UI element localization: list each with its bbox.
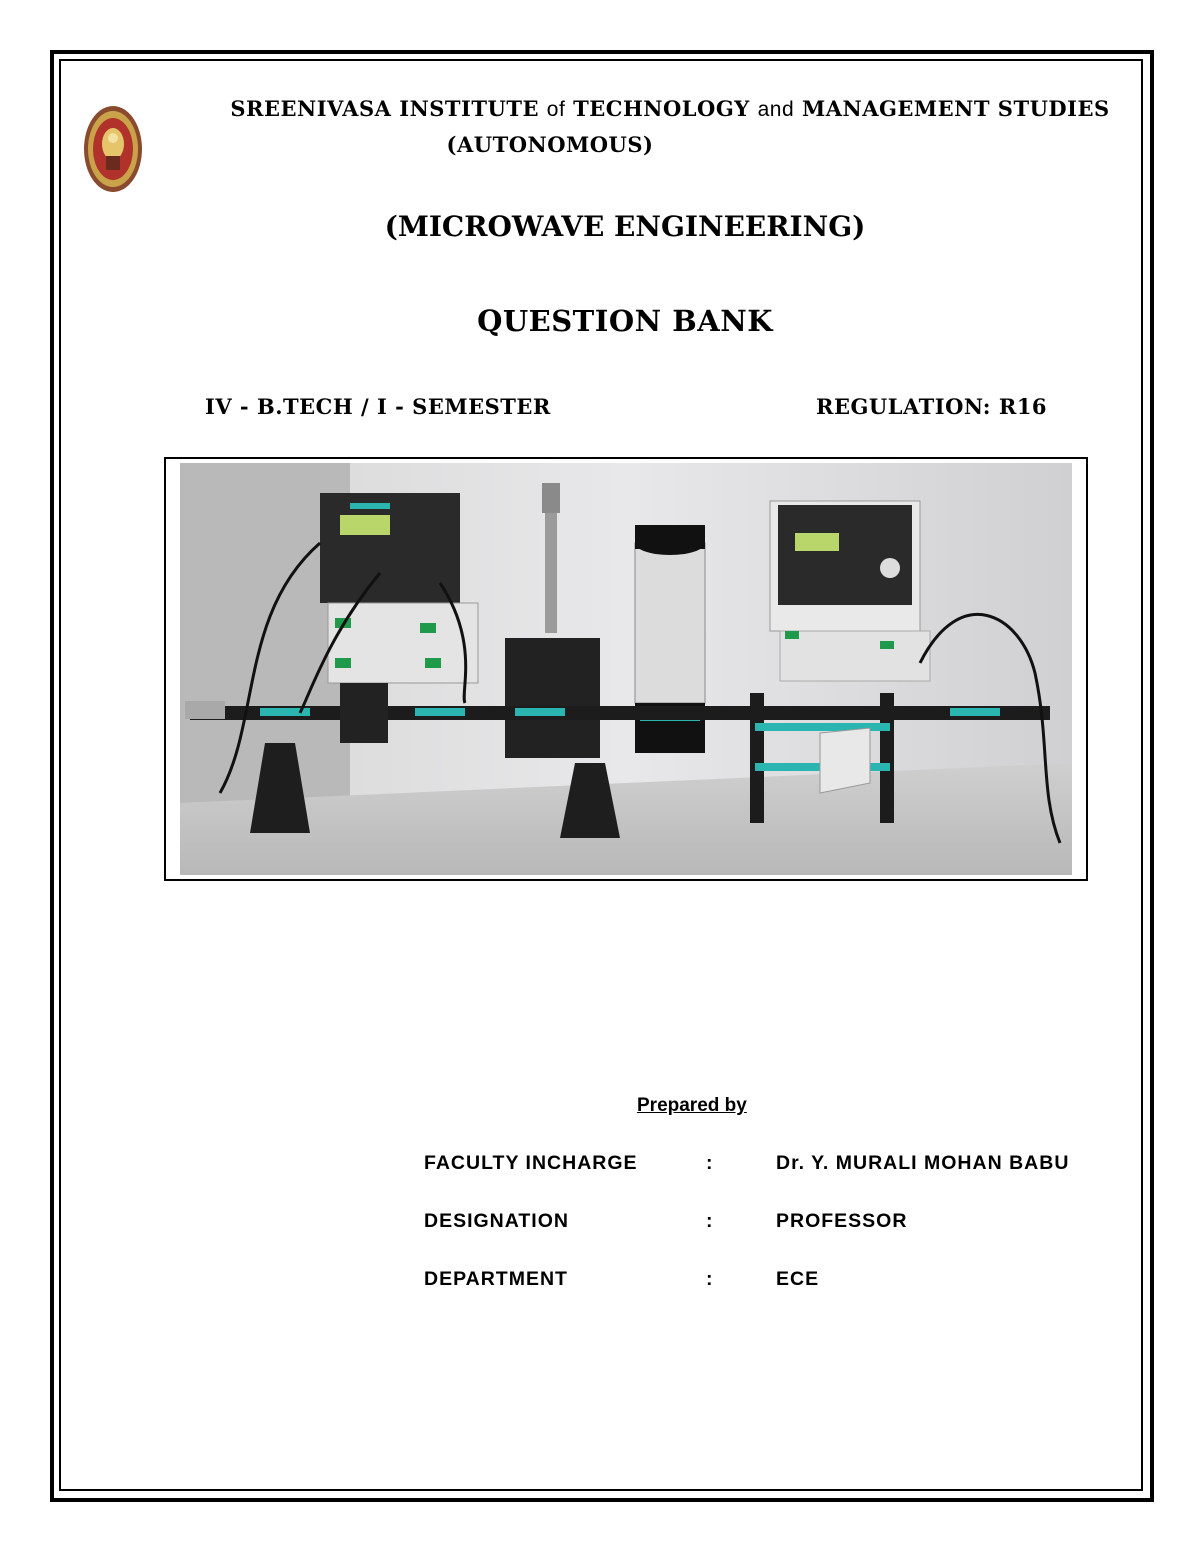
semester-label: IV - B.TECH / I - SEMESTER: [205, 394, 551, 419]
faculty-label: FACULTY INCHARGE: [424, 1152, 638, 1174]
institute-name: SREENIVASA INSTITUTE of TECHNOLOGY and MANAGEMENT STUDIES: [230, 96, 1110, 121]
faculty-value: Dr. Y. MURALI MOHAN BABU: [776, 1152, 1070, 1174]
institute-status: (AUTONOMOUS): [446, 132, 654, 157]
department-colon: :: [706, 1268, 714, 1290]
prepared-by-heading: Prepared by: [637, 1095, 747, 1116]
department-label: DEPARTMENT: [424, 1268, 568, 1290]
designation-label: DESIGNATION: [424, 1210, 569, 1232]
college-seal-icon: [82, 104, 144, 194]
microwave-bench-illustration: [180, 463, 1072, 875]
designation-colon: :: [706, 1210, 714, 1232]
designation-value: PROFESSOR: [776, 1210, 908, 1232]
microwave-bench-photo: [164, 457, 1088, 881]
regulation-label: REGULATION: R16: [816, 394, 1048, 419]
document-title: QUESTION BANK: [477, 304, 773, 338]
subject-title: (MICROWAVE ENGINEERING): [384, 210, 866, 243]
department-value: ECE: [776, 1268, 820, 1290]
faculty-colon: :: [706, 1152, 714, 1174]
